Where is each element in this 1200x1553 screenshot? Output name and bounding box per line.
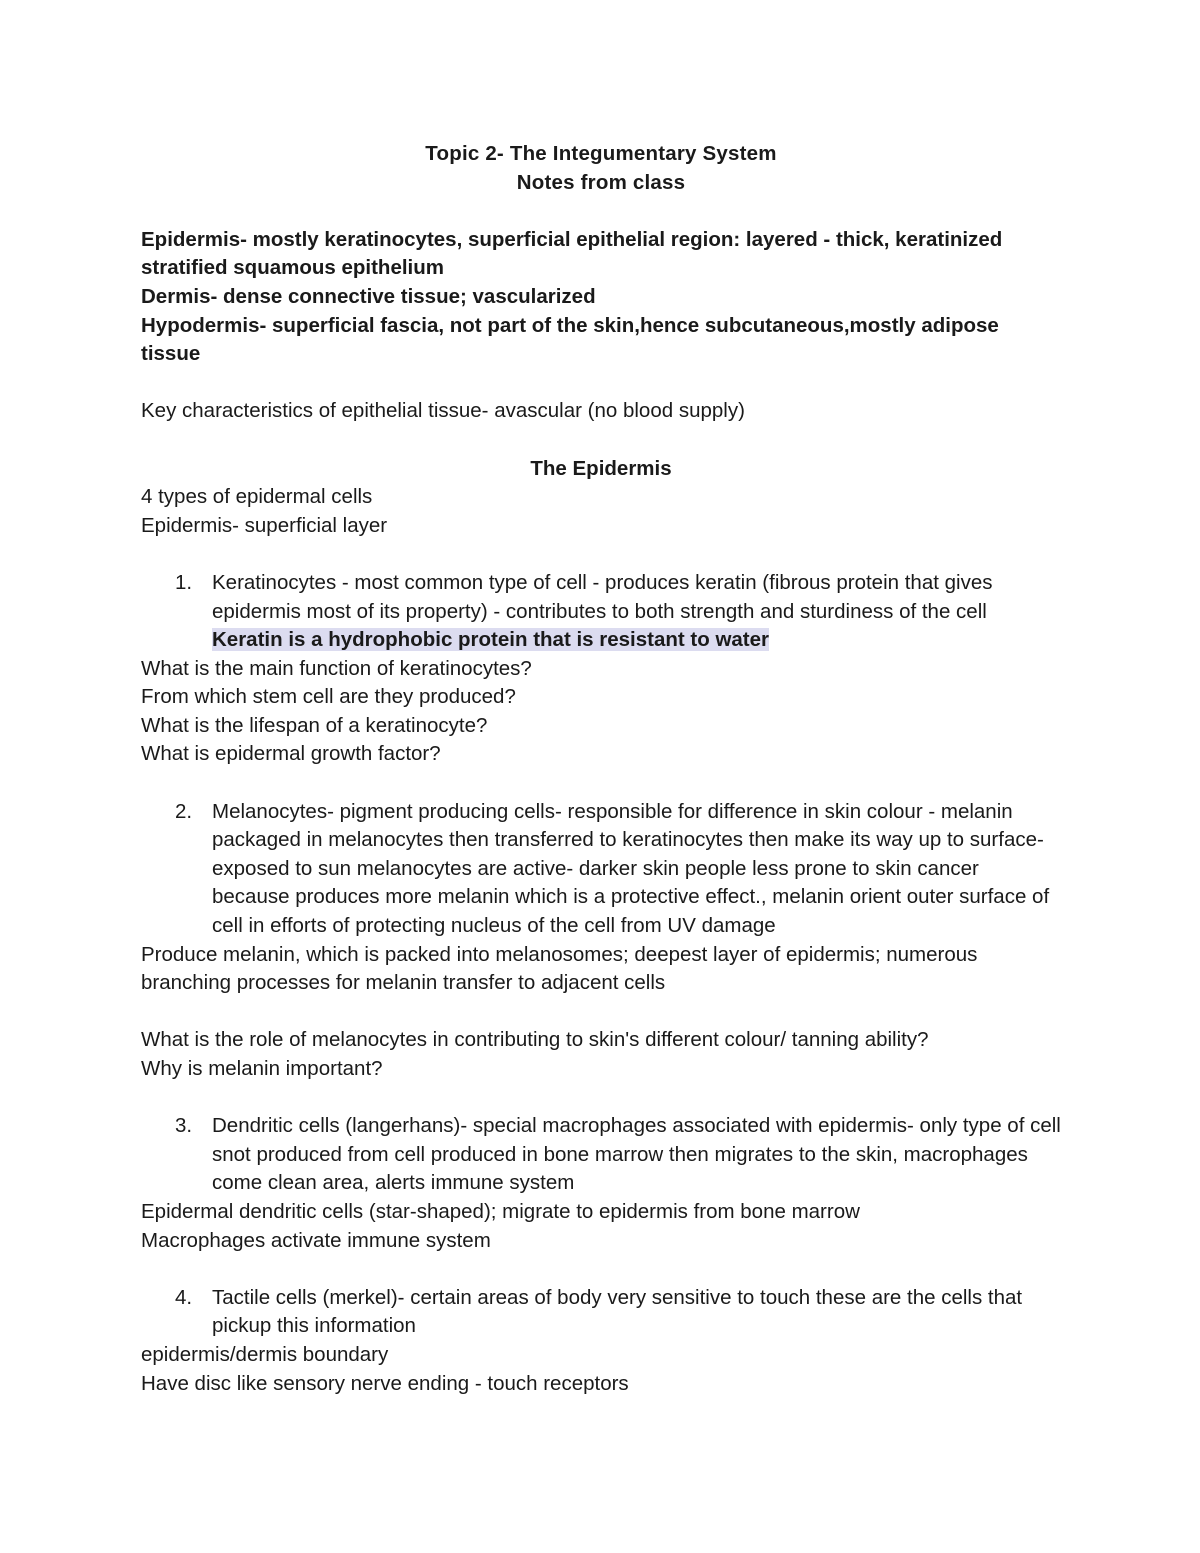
spacer: [141, 1084, 1061, 1113]
question-line: Why is melanin important?: [141, 1057, 383, 1080]
question-line: What is the lifespan of a keratinocyte?: [141, 713, 488, 737]
document-page: [141, 140, 1061, 1398]
definition-dermis: Dermis- dense connective tissue; vascularized: [141, 284, 596, 308]
list-number: 3.: [175, 1114, 193, 1138]
list-number: 1.: [175, 570, 193, 594]
question-line: What is the role of melanocytes in contributing to skin's different colour/ tanning ability?: [141, 1028, 929, 1052]
key-characteristics: Key characteristics of epithelial tissue- avascular (no blood supply): [141, 399, 745, 423]
document-title: Topic 2- The Integumentary System: [425, 142, 777, 165]
note-line: Macrophages activate immune system: [141, 1228, 491, 1252]
section-heading: The Epidermis: [530, 456, 672, 480]
spacer: [141, 1255, 1061, 1284]
note-line: Produce melanin, which is packed into melanosomes; deepest layer of epidermis; numerous branching processes for melanin transfer to adjacent cells: [141, 942, 978, 995]
highlighted-text: Keratin is a hydrophobic protein that is resistant to water: [212, 628, 770, 652]
spacer: [141, 426, 1061, 455]
note-line: Have disc like sensory nerve ending - touch receptors: [141, 1371, 629, 1395]
list-item-text: Melanocytes- pigment producing cells- responsible for difference in skin colour - melanin packaged in melanocytes then transferred to keratinocytes then make its way up to surface- exposed to sun melanocytes are active- darker skin people less prone to skin cancer because produces more melanin which is a protective effect., melanin orient outer surface of cell in efforts of protecting nucleus of the cell from UV damage: [212, 799, 1050, 938]
spacer: [141, 769, 1061, 798]
definition-hypodermis: Hypodermis- superficial fascia, not part of the skin,hence subcutaneous,mostly adipose tissue: [141, 313, 999, 366]
list-item-text: Tactile cells (merkel)- certain areas of body very sensitive to touch these are the cells that pickup this information: [212, 1285, 1023, 1338]
question-line: From which stem cell are they produced?: [141, 685, 516, 709]
document-subtitle: Notes from class: [516, 170, 686, 194]
list-number: 2.: [175, 799, 193, 823]
section-intro-line: Epidermis- superficial layer: [141, 513, 388, 537]
spacer: [141, 540, 1061, 569]
spacer: [141, 369, 1061, 398]
question-line: What is epidermal growth factor?: [141, 742, 441, 766]
list-item-keratinocytes: [141, 569, 1061, 655]
spacer: [141, 998, 1061, 1027]
definition-epidermis: Epidermis- mostly keratinocytes, superficial epithelial region: layered - thick, keratinized stratified squamous epithelium: [141, 227, 1003, 280]
list-item-text: Dendritic cells (langerhans)- special macrophages associated with epidermis- only type of cell snot produced from cell produced in bone marrow then migrates to the skin, macrophages come clean area, alerts immune system: [212, 1114, 1061, 1195]
list-item-melanocytes: [141, 798, 1061, 941]
list-item-dendritic-cells: [141, 1112, 1061, 1198]
list-item-text: Keratinocytes - most common type of cell - produces keratin (fibrous protein that gives epidermis most of its property) - contributes to both strength and sturdiness of the cell: [212, 570, 993, 623]
note-line: Epidermal dendritic cells (star-shaped); migrate to epidermis from bone marrow: [141, 1199, 860, 1223]
list-number: 4.: [175, 1285, 193, 1309]
list-item-tactile-cells: [141, 1284, 1061, 1341]
spacer: [141, 197, 1061, 226]
note-line: epidermis/dermis boundary: [141, 1342, 389, 1366]
section-intro-line: 4 types of epidermal cells: [141, 485, 373, 509]
question-line: What is the main function of keratinocytes?: [141, 656, 532, 680]
